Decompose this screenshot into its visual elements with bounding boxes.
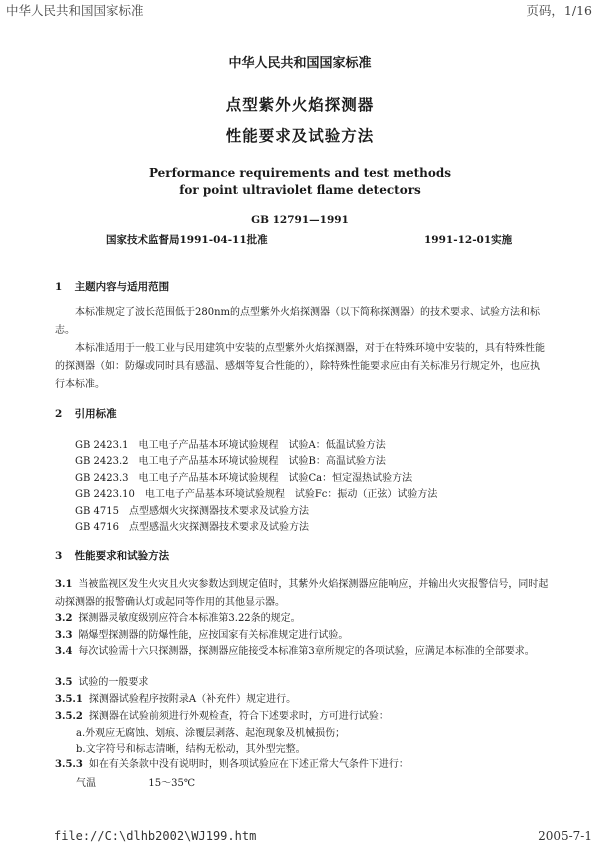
section-title: 性能要求和试验方法	[74, 550, 170, 562]
clause-text: 探测器灵敏度级别应符合本标准第3.22条的规定。	[78, 613, 301, 624]
temperature-condition	[76, 774, 195, 789]
doc-title-line1: 点型紫外火焰探测器	[225, 95, 375, 114]
english-title-line1: Performance requirements and test methods	[148, 166, 452, 180]
section-title: 主题内容与适用范围	[74, 281, 170, 293]
clause-text: 探测器在试验前须进行外观检查，符合下述要求时，方可进行试验：	[88, 711, 389, 722]
reference-item: GB 2423.1 电工电子产品基本环境试验规程 试验A：低温试验方法	[75, 440, 386, 451]
section-2-heading	[55, 406, 117, 421]
clause-3-5	[55, 674, 549, 692]
section-1-para-2: 本标准适用于一般工业与民用建筑中安装的点型紫外火焰探测器，对于在特殊环境中安装的，具有特殊性能的探测器（如：防爆或同时具有感温、感烟等复合性能的），除特殊性能要求应由有关标准另行规定外，也应执行本标准。	[55, 343, 545, 390]
doc-title-line2: 性能要求及试验方法	[225, 126, 375, 145]
section-number: 3	[55, 550, 63, 562]
national-standard-label: 中华人民共和国国家标准	[228, 56, 372, 71]
english-title-line2: for point ultraviolet flame detectors	[179, 183, 421, 197]
clause-number: 3.1	[55, 579, 73, 590]
clause-3-5-3	[55, 756, 549, 774]
page-header	[0, 0, 600, 24]
clause-text: 当被监视区发生火灾且火灾参数达到规定值时，其紫外火焰探测器应能响应，并输出火灾报警信号，同时起动探测器的报警确认灯或起同等作用的其他显示器。	[55, 579, 549, 608]
clause-number: 3.5.2	[55, 711, 83, 722]
clause-text: 探测器试验程序按附录A（补充件）规定进行。	[88, 694, 297, 705]
clause-number: 3.2	[55, 613, 73, 624]
header-title: 中华人民共和国国家标准	[6, 3, 144, 18]
clause-3-5-1	[55, 691, 549, 709]
clause-number: 3.4	[55, 646, 73, 657]
clause-3-5-2-item-a: a.外观应无腐蚀、划痕、涂覆层剥落、起泡现象及机械损伤；	[76, 728, 346, 739]
clause-3-4	[55, 643, 549, 661]
clause-text: 隔爆型探测器的防爆性能，应按国家有关标准规定进行试验。	[78, 630, 349, 641]
reference-item: GB 4715 点型感烟火灾探测器技术要求及试验方法	[75, 506, 309, 517]
reference-item: GB 2423.3 电工电子产品基本环境试验规程 试验Ca：恒定湿热试验方法	[75, 473, 413, 484]
clause-number: 3.5	[55, 677, 73, 688]
reference-item: GB 2423.10 电工电子产品基本环境试验规程 试验Fc：振动（正弦）试验方法	[75, 489, 438, 500]
clause-3-1	[55, 576, 549, 612]
clause-3-5-2-item-b: b.文字符号和标志清晰，结构无松动，其外型完整。	[76, 744, 306, 755]
standard-number: GB 12791—1991	[251, 214, 349, 226]
clause-text: 每次试验需十六只探测器，探测器应能接受本标准第3章所规定的各项试验，应满足本标准的全部要求。	[78, 646, 535, 657]
section-number: 2	[55, 408, 63, 420]
clause-text: 试验的一般要求	[78, 677, 149, 688]
section-title: 引用标准	[74, 408, 117, 420]
temperature-label: 气温	[76, 778, 96, 789]
approval-date: 国家技术监督局1991-04-11批准	[106, 234, 268, 246]
clause-number: 3.5.3	[55, 759, 83, 770]
clause-text: 如在有关条款中没有说明时，则各项试验应在下述正常大气条件下进行：	[88, 759, 409, 770]
clause-number: 3.3	[55, 630, 73, 641]
section-number: 1	[55, 281, 63, 293]
reference-item: GB 2423.2 电工电子产品基本环境试验规程 试验B：高温试验方法	[75, 456, 386, 467]
section-3-heading	[55, 548, 169, 563]
footer-date: 2005-7-1	[538, 829, 592, 843]
section-1-heading	[55, 279, 169, 294]
clause-3-2	[55, 610, 549, 628]
section-1-para-1: 本标准规定了波长范围低于280nm的点型紫外火焰探测器（以下简称探测器）的技术要求、试验方法和标志。	[55, 307, 541, 336]
temperature-value: 15～35℃	[148, 778, 196, 789]
page-number: 页码，1/16	[526, 3, 592, 18]
clause-number: 3.5.1	[55, 694, 83, 705]
implementation-date: 1991-12-01实施	[424, 234, 513, 246]
file-path-link[interactable]: file://C:\dlhb2002\WJ199.htm	[54, 829, 257, 843]
reference-item: GB 4716 点型感温火灾探测器技术要求及试验方法	[75, 522, 309, 533]
